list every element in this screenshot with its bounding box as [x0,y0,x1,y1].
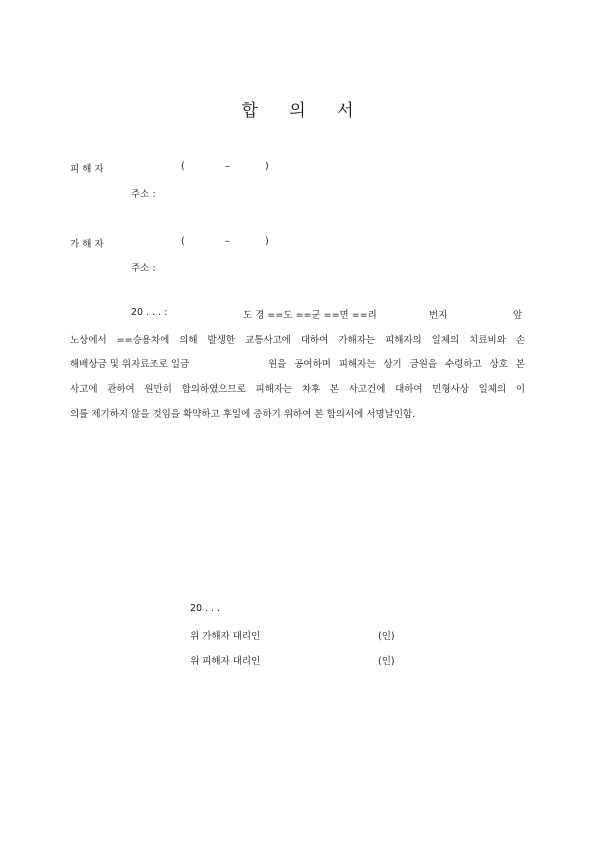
offender-address-label: 주소 : [131,263,156,274]
offender-seal-mark: (인) [378,631,395,642]
victim-label: 피 해 자 [70,164,104,175]
victim-id-dash: – [225,161,230,172]
victim-seal-mark: (인) [378,656,395,667]
offender-id-paren-open: ( [181,236,185,247]
victim-address-label: 주소 : [131,189,156,200]
body-line1-end: 앞 [513,310,523,321]
body-line-3b: 원을 공여하며 피해자는 상기 금원을 수령하고 상호 본 [268,359,525,370]
offender-agent-label: 위 가해자 대리인 [190,631,261,642]
victim-agent-label: 위 피해자 대리인 [190,656,261,667]
body-line-4: 사고에 관하여 원만히 합의하였으므로 피해자는 차후 본 사고건에 대하여 민형사상 일체의 이 [70,384,525,395]
title-char-2: 의 [289,101,306,121]
signature-date: 20 . . . [190,603,221,614]
victim-id-paren-close: ) [265,161,269,172]
offender-id-paren-close: ) [265,236,269,247]
body-place: 도 경 ==도 ==군 ==면 ==리 [243,310,377,321]
offender-id-dash: – [225,236,230,247]
body-date: 20 . . . : [131,307,168,318]
document-title [0,96,595,121]
title-char-1: 합 [241,101,258,121]
body-line-2: 노상에서 ==승용차에 의해 발생한 교통사고에 대하여 가해자는 피해자의 일체의 치료비와 손 [70,335,525,346]
body-line-5: 의를 제기하지 않을 것임을 확약하고 후일에 증하기 위하여 본 합의서에 서명날인함. [70,409,416,420]
body-line-3a: 해배상금 및 위자료조로 일금 [70,359,190,370]
body-lot: 번지 [429,310,448,321]
offender-label: 가 해 자 [70,239,104,250]
title-char-3: 서 [337,101,354,121]
victim-id-paren-open: ( [181,161,185,172]
